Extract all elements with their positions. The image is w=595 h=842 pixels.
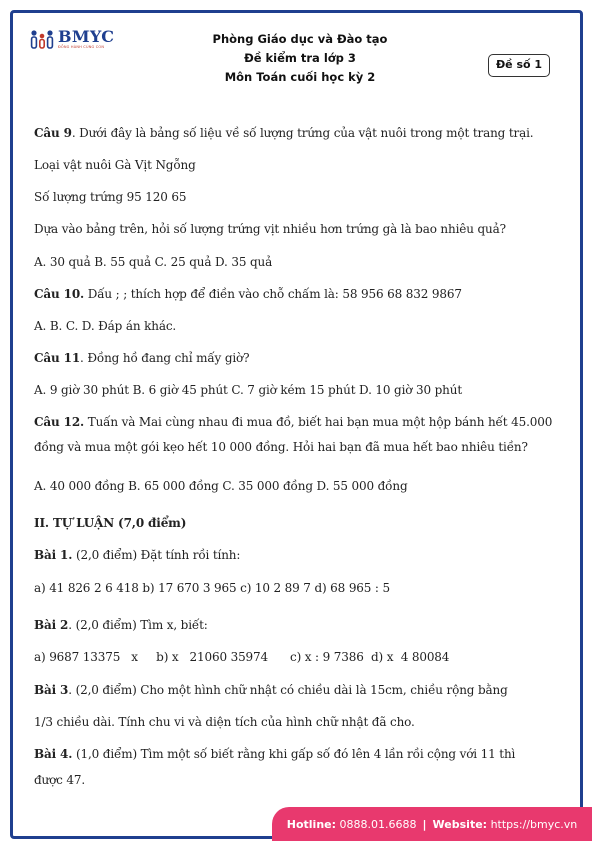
question-10-options: A. B. C. D. Đáp án khác. bbox=[34, 319, 177, 333]
hotline-label: Hotline: bbox=[286, 817, 337, 831]
exercise-3-continued: 1/3 chiều dài. Tính chu vi và diện tích của hình chữ nhật đã cho. bbox=[34, 715, 415, 729]
question-text: Tuấn và Mai cùng nhau đi mua đồ, biết hai bạn mua một hộp bánh hết 45.000 bbox=[84, 415, 553, 429]
header-department: Phòng Giáo dục và Đào tạo bbox=[212, 32, 388, 46]
question-11 bbox=[34, 351, 249, 365]
question-12-options: A. 40 000 đồng B. 65 000 đồng C. 35 000 đồng D. 55 000 đồng bbox=[34, 479, 408, 493]
question-9 bbox=[34, 126, 533, 140]
contact-footer bbox=[272, 807, 592, 841]
header-subject: Môn Toán cuối học kỳ 2 bbox=[224, 70, 376, 84]
question-text: . Dưới đây là bảng số liệu về số lượng trứng của vật nuôi trong một trang trại. bbox=[71, 126, 534, 140]
question-11-options: A. 9 giờ 30 phút B. 6 giờ 45 phút C. 7 giờ kém 15 phút D. 10 giờ 30 phút bbox=[34, 383, 463, 397]
exercise-1-items: a) 41 826 2 6 418 b) 17 670 3 965 c) 10 2 89 7 d) 68 965 : 5 bbox=[34, 581, 390, 595]
exercise-3 bbox=[34, 683, 508, 697]
document-header bbox=[150, 30, 450, 87]
question-9-prompt: Dựa vào bảng trên, hỏi số lượng trứng vịt nhiều hơn trứng gà là bao nhiêu quả? bbox=[34, 222, 506, 236]
table-row-eggs: Số lượng trứng 95 120 65 bbox=[34, 190, 187, 204]
exercise-2-items: a) 9687 13375 x b) x 21060 35974 c) x : 9 7386 d) x 4 80084 bbox=[34, 650, 450, 664]
exercise-label: Bài 3 bbox=[34, 683, 69, 697]
hotline-number[interactable]: 0888.01.6688 bbox=[339, 817, 417, 831]
question-label: Câu 12. bbox=[34, 415, 85, 429]
logo-tagline: ĐỒNG HÀNH CÙNG CON bbox=[58, 44, 105, 49]
question-12 bbox=[34, 415, 552, 429]
exercise-4 bbox=[34, 747, 515, 761]
question-label: Câu 9 bbox=[34, 126, 72, 140]
website-label: Website: bbox=[432, 817, 488, 831]
exercise-text: (2,0 điểm) Đặt tính rồi tính: bbox=[72, 548, 241, 562]
exercise-4-continued: được 47. bbox=[34, 773, 86, 787]
family-logo-icon bbox=[30, 28, 56, 50]
footer-separator: | bbox=[422, 817, 427, 831]
section-essay-title: II. TỰ LUẬN (7,0 điểm) bbox=[34, 516, 187, 530]
exercise-text: . (2,0 điểm) Cho một hình chữ nhật có chiều dài là 15cm, chiều rộng bằng bbox=[68, 683, 508, 697]
exercise-label: Bài 4. bbox=[34, 747, 73, 761]
question-10 bbox=[34, 287, 462, 301]
question-label: Câu 11 bbox=[34, 351, 81, 365]
exercise-label: Bài 2 bbox=[34, 618, 69, 632]
exercise-1 bbox=[34, 548, 240, 562]
question-text: . Đồng hồ đang chỉ mấy giờ? bbox=[80, 351, 250, 365]
exercise-2 bbox=[34, 618, 208, 632]
exam-number-badge: Đề số 1 bbox=[488, 54, 550, 77]
bmyc-logo bbox=[30, 28, 114, 50]
question-text: Dấu ; ; thích hợp để điền vào chỗ chấm là: 58 956 68 832 9867 bbox=[84, 287, 462, 301]
question-label: Câu 10. bbox=[34, 287, 85, 301]
website-link[interactable]: https://bmyc.vn bbox=[490, 817, 578, 831]
question-12-continued: đồng và mua một gói kẹo hết 10 000 đồng. Hỏi hai bạn đã mua hết bao nhiêu tiền? bbox=[34, 440, 528, 454]
question-9-options: A. 30 quả B. 55 quả C. 25 quả D. 35 quả bbox=[34, 255, 273, 269]
exercise-label: Bài 1. bbox=[34, 548, 73, 562]
exercise-text: . (2,0 điểm) Tìm x, biết: bbox=[68, 618, 208, 632]
exercise-text: (1,0 điểm) Tìm một số biết rằng khi gấp số đó lên 4 lần rồi cộng với 11 thì bbox=[72, 747, 516, 761]
header-exam-title: Đề kiểm tra lớp 3 bbox=[244, 51, 356, 65]
table-row-animals: Loại vật nuôi Gà Vịt Ngỗng bbox=[34, 158, 196, 172]
logo-name: BMYC bbox=[58, 26, 115, 46]
